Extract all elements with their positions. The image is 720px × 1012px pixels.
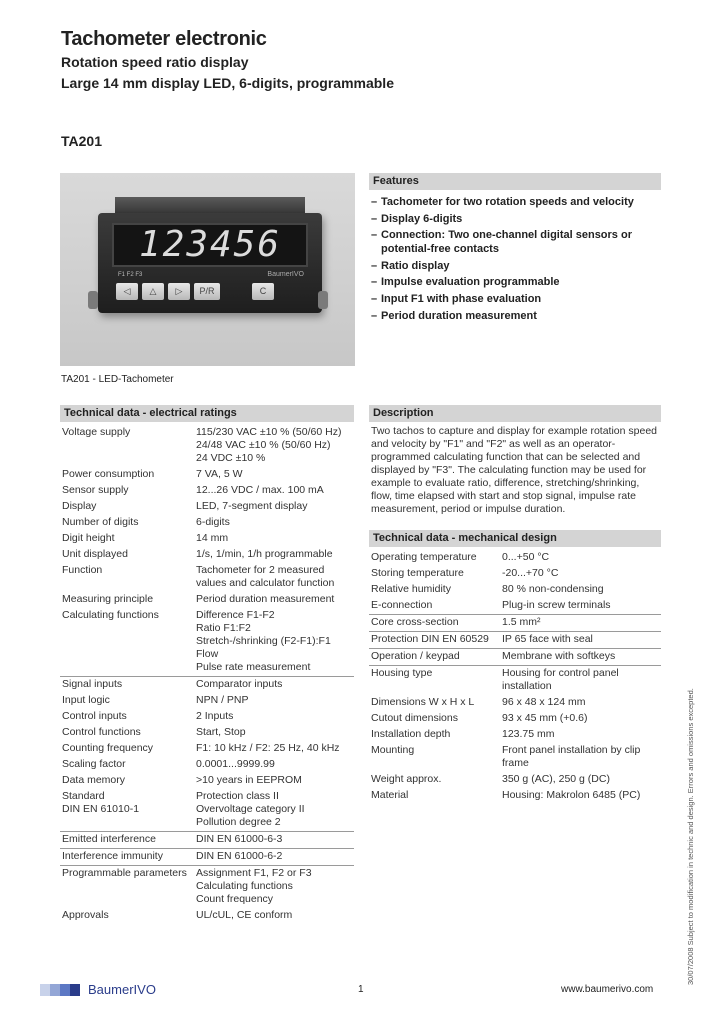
indicator-labels: F1 F2 F3 [118,272,143,278]
device-brand-tag: BaumerIVO [267,271,304,278]
table-row [60,773,354,789]
spec-value: NPN / PNP [196,694,249,706]
spec-label: Display [62,500,97,512]
spec-value: 115/230 VAC ±10 % (50/60 Hz) 24/48 VAC ±10 % (50/60 Hz) 24 VDC ±10 % [196,426,342,464]
page-number: 1 [358,984,364,995]
spec-value: 14 mm [196,532,229,544]
table-row [60,563,354,592]
table-row [369,582,661,598]
spec-value: 12...26 VDC / max. 100 mA [196,484,324,496]
spec-label: Control functions [62,726,141,738]
spec-label: Housing type [369,666,500,696]
spec-label: Protection DIN EN 60529 [369,632,500,649]
spec-value: 96 x 48 x 124 mm [502,696,586,708]
spec-label: Standard DIN EN 61010-1 [60,789,194,832]
spec-label: Interference immunity [60,849,194,866]
spec-value: 350 g (AC), 250 g (DC) [502,773,610,785]
spec-label: Cutout dimensions [371,712,458,724]
table-row [60,677,354,694]
table-row [60,709,354,725]
electrical-table [60,425,354,924]
clip-screw-left [88,291,98,309]
footer-logo [88,982,156,997]
spec-value: 2 Inputs [196,710,234,722]
spec-label: Input logic [62,694,110,706]
spec-label: Signal inputs [60,677,194,694]
spec-label: Material [371,789,409,801]
feature-item: – Connection: Two one-channel digital sensors or potential-free contacts [371,229,661,256]
feature-item: – Tachometer for two rotation speeds and velocity [371,196,661,210]
feature-item: – Display 6-digits [371,213,661,227]
mechanical-heading: Technical data - mechanical design [369,530,661,547]
spec-value: Tachometer for 2 measured values and calculator function [196,564,335,589]
spec-value: F1: 10 kHz / F2: 25 Hz, 40 kHz [196,742,340,754]
spec-label: Data memory [62,774,126,786]
spec-label: Scaling factor [62,758,126,770]
spec-label: Control inputs [62,710,127,722]
spec-label: Number of digits [62,516,139,528]
table-row [369,550,661,566]
table-row [369,772,661,788]
table-row [60,483,354,499]
key-left: ◁ [116,283,138,300]
feature-item: – Input F1 with phase evaluation [371,293,661,307]
spec-label: Measuring principle [62,593,154,605]
table-row [60,849,354,866]
logo-baumer: Baumer [88,982,134,997]
spec-label: Weight approx. [371,773,442,785]
spec-label: Storing temperature [371,567,464,579]
table-row [60,592,354,608]
spec-label: Power consumption [62,468,155,480]
spec-value: Protection class II Overvoltage category II Pollution degree 2 [194,789,354,832]
features-heading: Features [369,173,661,190]
table-row [60,789,354,832]
spec-label: Mounting [371,744,415,756]
spec-value: 6-digits [196,516,230,528]
device-front-panel [98,213,322,313]
spec-value: 80 % non-condensing [502,583,604,595]
spec-value: LED, 7-segment display [196,500,308,512]
table-row [369,788,661,804]
spec-value: Assignment F1, F2 or F3 Calculating functions Count frequency [196,867,312,905]
device-keypad [116,283,274,300]
table-row [60,757,354,773]
spec-value: Period duration measurement [196,593,335,605]
spec-label: Core cross-section [369,615,500,632]
clip-screw-right [318,291,328,309]
table-row [369,711,661,727]
mechanical-table [369,550,661,804]
table-row [60,608,354,677]
led-display: 123456 [112,223,308,267]
table-row [60,531,354,547]
spec-label: Approvals [62,909,109,921]
electrical-heading: Technical data - electrical ratings [60,405,354,422]
spec-label: Voltage supply [62,426,131,438]
spec-value: IP 65 face with seal [500,632,661,649]
spec-value: Difference F1-F2 Ratio F1:F2 Stretch-/shrinking (F2-F1):F1 Flow Pulse rate measurement [194,608,354,677]
table-row [369,666,661,696]
spec-value: DIN EN 61000-6-3 [194,832,354,849]
page-subtitle-2: Large 14 mm display LED, 6-digits, programmable [61,75,394,91]
spec-value: 0...+50 °C [502,551,550,563]
table-row [60,499,354,515]
spec-label: Installation depth [371,728,451,740]
table-row [60,866,354,909]
table-row [369,632,661,649]
spec-label: Counting frequency [62,742,154,754]
table-row [60,467,354,483]
spec-value: 0.0001...9999.99 [196,758,275,770]
table-row [60,832,354,849]
table-row [369,566,661,582]
features-list [371,196,661,326]
table-row [60,741,354,757]
spec-value: Front panel installation by clip frame [502,744,641,769]
table-row [60,515,354,531]
description-text: Two tachos to capture and display for example rotation speed and velocity by "F1" and "F2" as well as an operator-programmed calculating function that can be selected and displayed by "F3". The calculating function may be used for example to evaluate ratio, difference, stretching/shrinking, flow, time elapsed with start and stop signal, impulse rate measurement, period or impulse duration. [371,425,658,515]
table-row [369,649,661,666]
feature-item: – Impulse evaluation programmable [371,276,661,290]
spec-label: Operating temperature [371,551,477,563]
table-row [369,598,661,615]
footer-logo-blocks [40,984,80,996]
table-row [60,725,354,741]
spec-label: Calculating functions [60,608,194,677]
spec-value: Membrane with softkeys [500,649,661,666]
table-row [60,693,354,709]
spec-value: DIN EN 61000-6-2 [194,849,354,866]
model-number: TA201 [61,133,102,149]
table-row [60,425,354,467]
spec-value: 1/s, 1/min, 1/h programmable [196,548,333,560]
key-right: ▷ [168,283,190,300]
table-row [60,908,354,924]
spec-value: >10 years in EEPROM [196,774,302,786]
spec-label: Dimensions W x H x L [371,696,475,708]
spec-value: 123.75 mm [502,728,555,740]
spec-value: UL/cUL, CE conform [196,909,293,921]
spec-label: Operation / keypad [369,649,500,666]
spec-value: Housing: Makrolon 6485 (PC) [502,789,641,801]
spec-label: Sensor supply [62,484,129,496]
spec-label: Unit displayed [62,548,128,560]
spec-value: -20...+70 °C [502,567,559,579]
spec-label: Emitted interference [60,832,194,849]
table-row [60,547,354,563]
logo-ivo: IVO [133,982,156,997]
footer-url[interactable]: www.baumerivo.com [561,984,654,995]
spec-value: Comparator inputs [194,677,354,694]
spec-value: 7 VA, 5 W [196,468,243,480]
product-photo [60,173,355,366]
spec-value: Plug-in screw terminals [502,599,611,611]
spec-label: E-connection [371,599,433,611]
key-up: △ [142,283,164,300]
page-title: Tachometer electronic [61,28,267,50]
spec-label: Function [62,564,103,576]
spec-value: Start, Stop [196,726,246,738]
side-note: 30/07/2008 Subject to modification in technic and design. Errors and omissions excepted. [686,688,695,985]
spec-value: 1.5 mm² [500,615,661,632]
table-row [369,727,661,743]
table-row [369,743,661,772]
key-pr: P/R [194,283,220,300]
spec-label: Digit height [62,532,115,544]
key-clear: C [252,283,274,300]
photo-caption: TA201 - LED-Tachometer [61,374,174,385]
spec-label: Relative humidity [371,583,451,595]
table-row [369,695,661,711]
spec-value: 93 x 45 mm (+0.6) [502,712,588,724]
page-subtitle: Rotation speed ratio display [61,54,249,70]
description-heading: Description [369,405,661,422]
spec-label: Programmable parameters [62,867,187,879]
feature-item: – Period duration measurement [371,310,661,324]
spec-value: Housing for control panel installation [500,666,661,696]
feature-item: – Ratio display [371,260,661,274]
table-row [369,615,661,632]
